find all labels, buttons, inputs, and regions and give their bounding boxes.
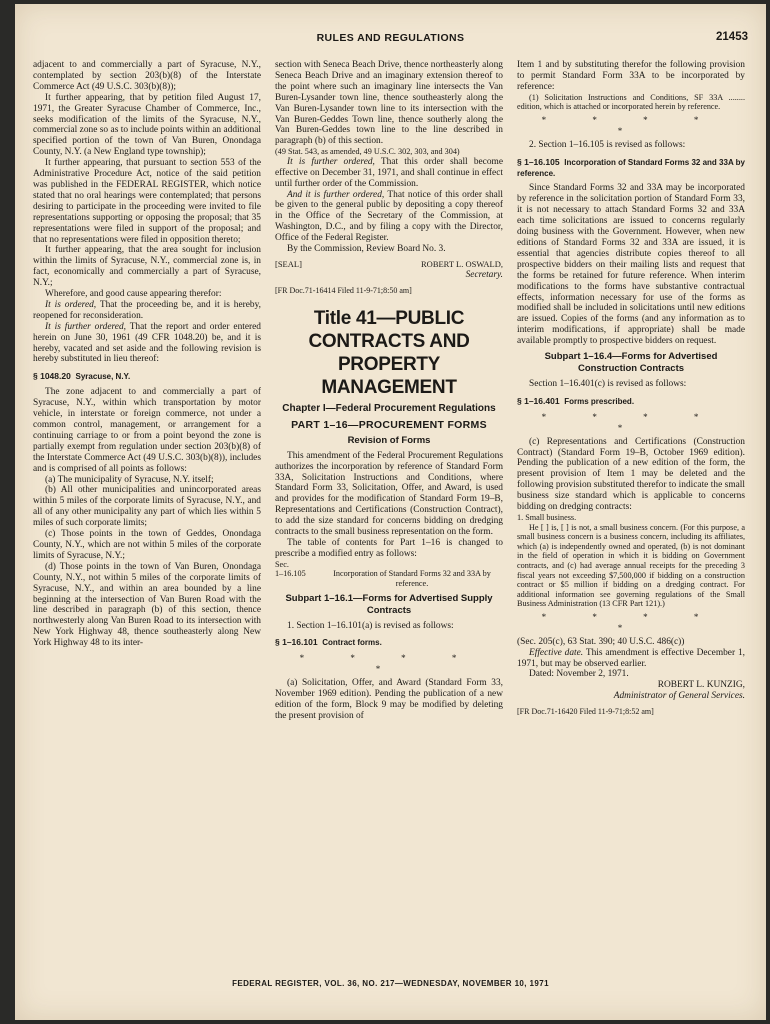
paragraph: (d) Those points in the town of Van Buren, Onondaga County, N.Y., not within 5 miles of the corporate limits of Syracuse, N.Y., and within an area bounded by a line beginning at the intersection of Van Buren Road with the line described in paragraph (b) of this section, thence northwesterly along Van Buren Road to its intersection with New York Highway 48, thence southeasterly along New York Highway 48 to its inter-: [33, 561, 261, 649]
ellipsis-stars: * * * * *: [541, 411, 721, 433]
page-number: 21453: [716, 31, 748, 43]
running-head: RULES AND REGULATIONS: [316, 32, 465, 44]
text: That this order shall become effective on December 31, 1971, and shall continue in effect until further order of the Commission.: [275, 156, 503, 189]
part-heading: PART 1–16—PROCUREMENT FORMS: [291, 418, 487, 431]
title-heading: Title 41—PUBLIC CONTRACTS AND PROPERTY MANAGEMENT: [308, 307, 470, 398]
paragraph: (a) Solicitation, Offer, and Award (Standard Form 33, November 1969 edition). Pending the publication of a new edition of the form, Block 9 may be modified by deleting the present provision of: [275, 678, 503, 721]
paragraph: [33, 322, 261, 366]
section-caption: Contract forms.: [322, 638, 382, 648]
page-header: [15, 30, 766, 50]
revision-heading: Revision of Forms: [347, 434, 431, 446]
section-caption: Incorporation of Standard Forms 32 and 33A by reference.: [517, 157, 745, 178]
emphasis: Effective date.: [529, 647, 584, 658]
section-number: § 1048.20: [33, 371, 71, 382]
paragraph: Dated: November 2, 1971.: [529, 669, 629, 680]
paragraph: Since Standard Forms 32 and 33A may be incorporated by reference in the solicitation portion of Standard Form 33, it is not necessary to attach Standard Forms 32 and 33A each time solicitations are issued to concerns regularly doing business with the Government. However, when new editions of Standard Forms 32 and 33A are issued, it is essential that agencies distribute copies thereof to all prospective bidders on their mailing lists and request that the forms be retained for future reference. When interim modifications to the forms have substantive contractual effects, information necessary for use of the forms as modified shall be included in solicitations until new editions are issued. Copies of the forms (and any information as to interim modifications, if appropriate) shall be made available promptly to prospective bidders on request.: [517, 183, 745, 347]
signer-name: ROBERT L. KUNZIG,: [657, 680, 745, 691]
signer-title-text: Administrator of General Services.: [613, 691, 745, 702]
paragraph: It further appearing, that the area sought for inclusion within the limits of Syracuse, N.Y., commercial zone is, in fact, economically and commercially a part of Syracuse, N.Y.;: [33, 245, 261, 289]
seal-label: [SEAL]: [275, 259, 302, 269]
signer-name: ROBERT L. OSWALD,: [421, 259, 503, 269]
provision-text: He [ ] is, [ ] is not, a small business concern. (For this purpose, a small business concern is a business concern, including its affiliates, which (a) is independently owned and operated, (b) is not dominant in the field of operation in which it is bidding on Government contracts, and (c) had average annual receipts for the preceding 3 fiscal years not exceeding $7,500,000 if bidding on a construction contract or $5 million if bidding on a dredging contract. For additional information see governing regulations of the Small Business Administration (13 CFR Part 121).): [517, 522, 745, 609]
section-number: § 1–16.105: [517, 156, 560, 167]
emphasis: It is further ordered,: [287, 156, 375, 167]
section-caption: Syracuse, N.Y.: [75, 372, 131, 382]
ellipsis-stars: * * * * *: [299, 653, 479, 675]
toc-number: 1–16.105: [275, 569, 306, 579]
paragraph: (c) Those points in the town of Geddes, Onondaga County, N.Y., which are not within 5 miles of the corporate limits of Syracuse, N.Y.;: [33, 529, 261, 561]
paragraph: Section 1–16.401(c) is revised as follows:: [529, 379, 687, 390]
section-number: § 1–16.101: [275, 637, 318, 648]
section-number: § 1–16.401: [517, 395, 560, 406]
section-heading: [33, 371, 261, 383]
document-page: [15, 4, 766, 1020]
paragraph: [33, 300, 261, 322]
paragraph: (c) Representations and Certifications (Construction Contract) (Standard Form 19–B, October 1969 edition). Pending the publication of a new edition of the form, the present provision of Item 1 may be deleted and the following provision substituted therefor to indicate the small business size standard which is applicable to concerns bidding on dredging contracts:: [517, 436, 745, 513]
signer-title-text: Secretary.: [465, 269, 503, 280]
toc-text: Incorporation of Standard Forms 32 and 33A by reference.: [333, 569, 491, 588]
signer-title: [517, 691, 745, 702]
column-1: [33, 60, 261, 972]
column-2: [275, 60, 503, 972]
paragraph: The table of contents for Part 1–16 is changed to prescribe a modified entry as follows:: [275, 537, 503, 559]
subpart-heading: Subpart 1–16.1—Forms for Advertised Supply Contracts: [285, 592, 493, 616]
citation: (Sec. 205(c), 63 Stat. 390; 40 U.S.C. 486(c)): [517, 636, 685, 647]
text: This amendment is effective December 1, 1971, but may be observed earlier.: [517, 647, 745, 669]
paragraph: By the Commission, Review Board No. 3.: [287, 244, 446, 255]
ellipsis-stars: * * * * *: [541, 611, 721, 633]
page-footer: FEDERAL REGISTER, VOL. 36, NO. 217—WEDNESDAY, NOVEMBER 10, 1971: [232, 979, 549, 988]
text: That the proceeding be, and it is hereby, reopened for reconsideration.: [33, 299, 261, 321]
paragraph: 1. Section 1–16.101(a) is revised as follows:: [287, 620, 454, 631]
table-of-contents: [275, 560, 503, 589]
subpart-heading: Subpart 1–16.4—Forms for Advertised Construction Contracts: [544, 351, 718, 375]
paragraph: [275, 157, 503, 190]
signer-title: [275, 270, 503, 281]
paragraph: Wherefore, and good cause appearing therefor:: [45, 289, 222, 300]
paragraph: (b) All other municipalities and unincorporated areas within 5 miles of the corporate limits of Syracuse, N.Y., and all of any other municipality any part of which lies within 5 miles of such corporate limits;: [33, 485, 261, 529]
paragraph: adjacent to and commercially a part of Syracuse, N.Y., contemplated by section 203(b)(8) of the Interstate Commerce Act (49 U.S.C. 303(b)(8));: [33, 60, 261, 92]
signature-block: [275, 259, 503, 270]
paragraph: Item 1 and by substituting therefor the following provision to permit Standard Form 33A to be incorporated by reference:: [517, 60, 745, 92]
provision-text: (1) Solicitation Instructions and Conditions, SF 33A ........ edition, which is attached or incorporated herein by reference.: [517, 92, 745, 112]
emphasis: It is further ordered,: [45, 321, 126, 332]
toc-header: Sec.: [275, 559, 289, 569]
paragraph: It further appearing, that pursuant to section 553 of the Administrative Procedure Act, notice of the said petition was published in the FEDERAL REGISTER, which notice stated that no oral hearings were contemplated; that persons desiring to participate in the proceeding were invited to file representations supporting or opposing the proposal; that 35 representations were filed in support of the proposal; and that no representations were filed in opposition thereto;: [33, 158, 261, 245]
section-caption: Forms prescribed.: [564, 396, 635, 406]
paragraph: [517, 648, 745, 670]
column-3: [517, 60, 745, 972]
fr-doc-line: [FR Doc.71-16420 Filed 11-9-71;8:52 am]: [517, 707, 654, 717]
paragraph: It further appearing, that by petition filed August 17, 1971, the Greater Syracuse Chamber of Commerce, Inc., seeks modification of the limits of the Syracuse, N.Y., commercial zone so as to include points within an additional specified portion of the town of Van Buren, Onondaga County, N.Y. (a New England type township);: [33, 92, 261, 158]
section-heading: [517, 157, 745, 180]
ellipsis-stars: * * * * *: [541, 114, 721, 136]
section-heading: [275, 637, 503, 649]
text: That notice of this order shall be given to the general public by depositing a copy thereof in the Office of the Secretary of the Commission, at Washington, D.C., and by filing a copy with the Director, Office of the Federal Register.: [275, 189, 503, 244]
paragraph: This amendment of the Federal Procurement Regulations authorizes the incorporation by reference of Standard Form 33A, Solicitation Instructions and Conditions, where Standard Form 33, Solicitation, Offer, and Award, is used and provides for the modification of Standard Form 19–B, Representations and Certifications (Construction Contract), to add the size standard for concerns bidding on dredging contracts to the small business representation on the form.: [275, 450, 503, 538]
toc-row: [275, 569, 503, 588]
paragraph: (a) The municipality of Syracuse, N.Y. itself;: [45, 474, 214, 485]
provision-heading: 1. Small business.: [517, 513, 577, 522]
section-heading: [517, 396, 745, 408]
emphasis: And it is further ordered,: [287, 189, 385, 200]
text: That the report and order entered herein on June 30, 1961 (49 CFR 1048.20) be, and it is hereby, vacated and set aside and the following revision is hereby substituted in lieu thereof:: [33, 321, 261, 365]
paragraph: The zone adjacent to and commercially a part of Syracuse, N.Y., within which transportation by motor vehicle, in interstate or foreign commerce, not under a common control, management, or arrangement for a continuing carriage to or from a point beyond the zone is partially exempt from regulation under section 203(b)(8) of the Interstate Commerce Act (49 U.S.C. 303(b)(8)), includes and is comprised of all points as follows:: [33, 387, 261, 474]
fr-doc-line: [FR Doc.71-16414 Filed 11-9-71;8:50 am]: [275, 285, 412, 295]
chapter-heading: Chapter I—Federal Procurement Regulations: [282, 402, 496, 414]
paragraph: 2. Section 1–16.105 is revised as follows:: [529, 139, 686, 150]
emphasis: It is ordered,: [45, 299, 97, 310]
paragraph: [275, 190, 503, 245]
paragraph: section with Seneca Beach Drive, thence northeasterly along Seneca Beach Drive and an imaginary extension thereof to the point where such an imaginary line intersects the Van Buren-Lysander town line, thence southeasterly along the Van Buren-Lysander town line to its intersection with the Van Buren-Geddes Town line, thence southerly along the Van Buren-Geddes town line to the line described in paragraph (b) of this section.: [275, 60, 503, 147]
citation: (49 Stat. 543, as amended, 49 U.S.C. 302, 303, and 304): [275, 147, 460, 157]
